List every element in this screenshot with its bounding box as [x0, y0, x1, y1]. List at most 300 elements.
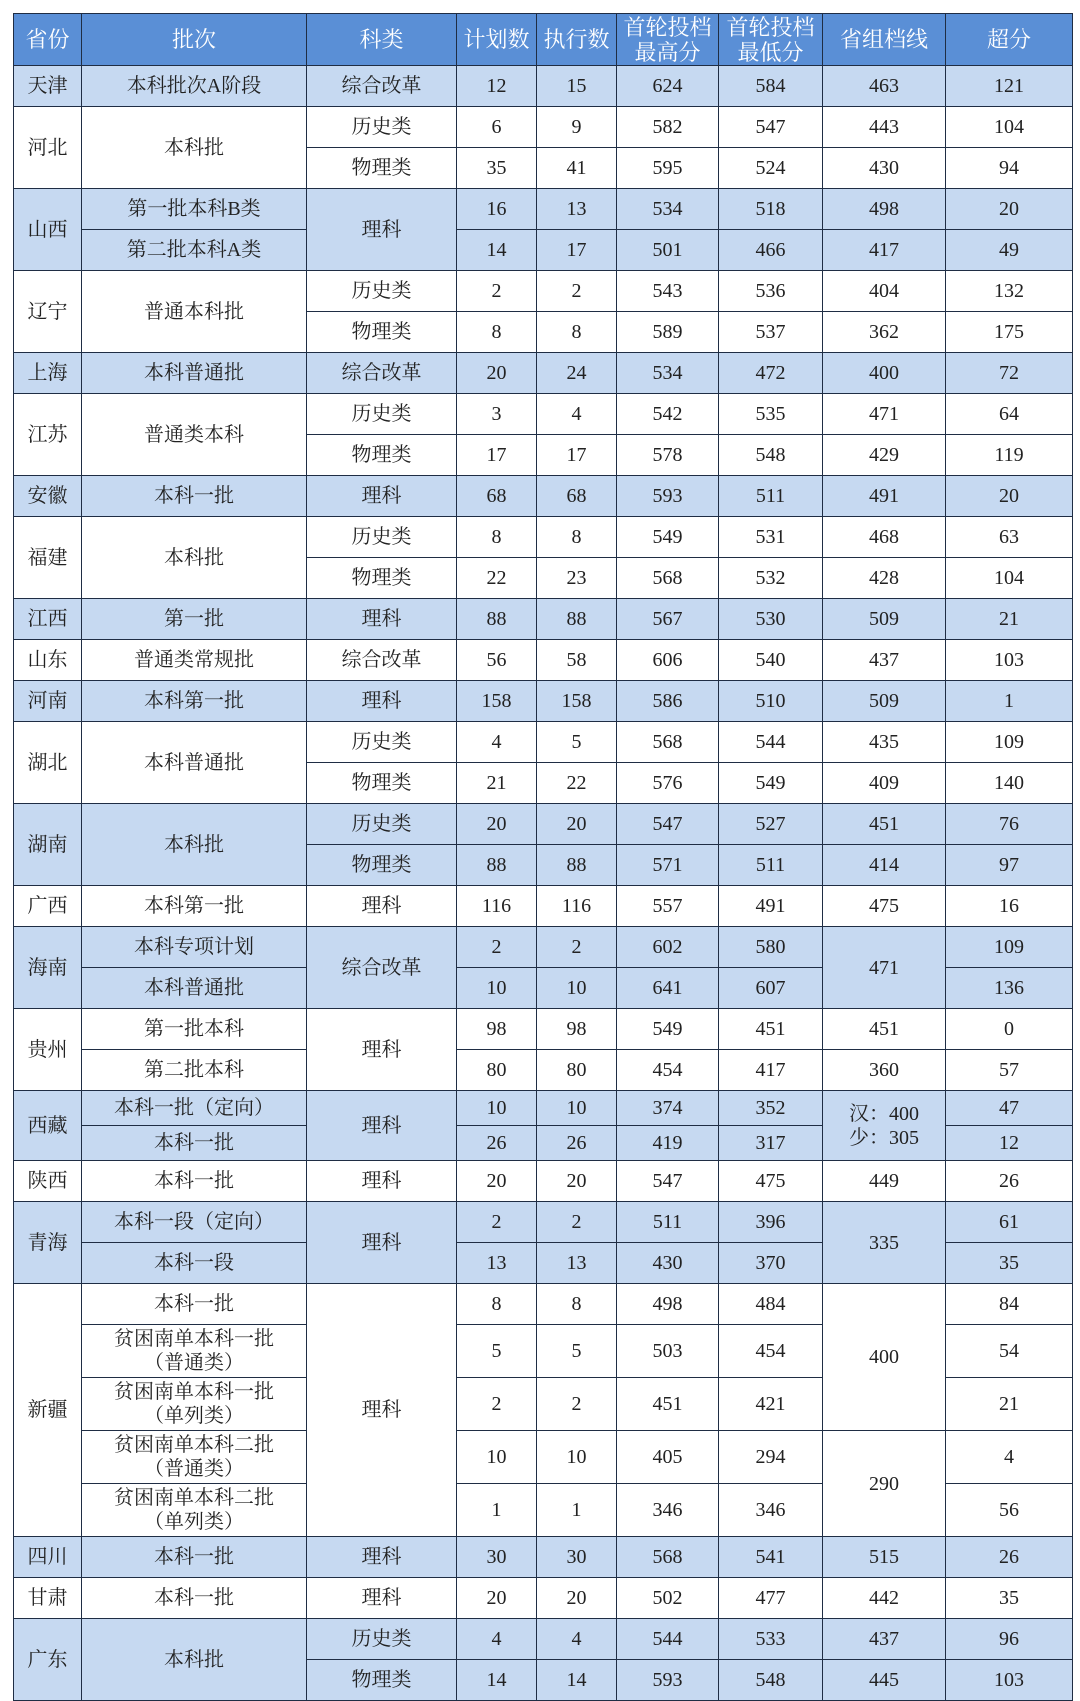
table-cell: 544: [617, 1619, 719, 1660]
table-cell: 20: [457, 804, 537, 845]
table-cell: 物理类: [307, 1660, 457, 1701]
admission-scores-table: [13, 13, 1073, 1701]
table-cell: 547: [617, 804, 719, 845]
table-cell: 602: [617, 927, 719, 968]
table-cell: 454: [617, 1050, 719, 1091]
table-cell: 历史类: [307, 722, 457, 763]
table-cell: 24: [537, 353, 617, 394]
table-row: [14, 1284, 1073, 1325]
table-cell: 96: [946, 1619, 1073, 1660]
table-cell: 本科普通批: [82, 353, 307, 394]
table-cell: 综合改革: [307, 640, 457, 681]
table-cell: 362: [823, 312, 946, 353]
table-cell: 103: [946, 1660, 1073, 1701]
table-cell: 26: [946, 1537, 1073, 1578]
table-cell: 理科: [307, 1284, 457, 1537]
table-cell: 405: [617, 1431, 719, 1484]
table-row: [14, 189, 1073, 230]
table-cell: 531: [719, 517, 823, 558]
table-cell: 49: [946, 230, 1073, 271]
table-cell: 541: [719, 1537, 823, 1578]
table-cell: 本科一批: [82, 1161, 307, 1202]
table-cell: 本科第一批: [82, 681, 307, 722]
table-cell: 532: [719, 558, 823, 599]
table-cell: 451: [823, 1009, 946, 1050]
table-cell: 511: [719, 476, 823, 517]
table-cell: 414: [823, 845, 946, 886]
table-cell: 本科批: [82, 107, 307, 189]
table-cell: 普通本科批: [82, 271, 307, 353]
table-cell: 理科: [307, 1202, 457, 1284]
table-cell: 本科普通批: [82, 968, 307, 1009]
table-row: [14, 640, 1073, 681]
table-cell: 2: [457, 927, 537, 968]
table-cell: 88: [537, 845, 617, 886]
table-cell: 第一批: [82, 599, 307, 640]
table-cell: 历史类: [307, 271, 457, 312]
table-cell: 贫困南单本科二批 （普通类）: [82, 1431, 307, 1484]
table-cell: 534: [617, 189, 719, 230]
table-cell: 历史类: [307, 804, 457, 845]
table-cell: 435: [823, 722, 946, 763]
table-cell: 501: [617, 230, 719, 271]
table-cell: 本科批: [82, 517, 307, 599]
table-cell: 580: [719, 927, 823, 968]
table-row: [14, 353, 1073, 394]
table-cell: 421: [719, 1378, 823, 1431]
table-cell: 5: [537, 1325, 617, 1378]
table-cell: 本科一批: [82, 1284, 307, 1325]
table-cell: 98: [537, 1009, 617, 1050]
table-row: [14, 271, 1073, 312]
table-row: [14, 1578, 1073, 1619]
table-cell: 安徽: [14, 476, 82, 517]
table-cell: 综合改革: [307, 927, 457, 1009]
header-plan: 计划数: [457, 14, 537, 66]
table-cell: 76: [946, 804, 1073, 845]
table-cell: 理科: [307, 1009, 457, 1091]
table-cell: 4: [537, 394, 617, 435]
table-cell: 6: [457, 107, 537, 148]
table-cell: 548: [719, 1660, 823, 1701]
table-cell: 第一批本科: [82, 1009, 307, 1050]
table-cell: 471: [823, 394, 946, 435]
table-cell: 理科: [307, 1091, 457, 1161]
table-cell: 530: [719, 599, 823, 640]
header-executed: 执行数: [537, 14, 617, 66]
table-cell: 136: [946, 968, 1073, 1009]
table-cell: 88: [457, 845, 537, 886]
table-cell: 17: [537, 435, 617, 476]
table-cell: 理科: [307, 681, 457, 722]
table-cell: 442: [823, 1578, 946, 1619]
table-cell: 贫困南单本科一批 （普通类）: [82, 1325, 307, 1378]
table-cell: 84: [946, 1284, 1073, 1325]
table-cell: 116: [537, 886, 617, 927]
table-cell: 理科: [307, 189, 457, 271]
table-cell: 535: [719, 394, 823, 435]
table-cell: 419: [617, 1126, 719, 1161]
table-cell: 542: [617, 394, 719, 435]
table-cell: 56: [946, 1484, 1073, 1537]
table-cell: 河南: [14, 681, 82, 722]
table-cell: 山西: [14, 189, 82, 271]
table-cell: 8: [457, 312, 537, 353]
table-cell: 484: [719, 1284, 823, 1325]
table-cell: 普通类本科: [82, 394, 307, 476]
table-cell: 综合改革: [307, 353, 457, 394]
table-cell: 58: [537, 640, 617, 681]
table-cell: 104: [946, 107, 1073, 148]
table-cell: 20: [457, 1578, 537, 1619]
table-cell: 历史类: [307, 107, 457, 148]
table-cell: 346: [719, 1484, 823, 1537]
table-cell: 本科批: [82, 804, 307, 886]
table-row: [14, 394, 1073, 435]
table-cell: 历史类: [307, 517, 457, 558]
table-cell: 本科一批: [82, 476, 307, 517]
table-cell: 物理类: [307, 312, 457, 353]
table-cell: 57: [946, 1050, 1073, 1091]
header-subject: 科类: [307, 14, 457, 66]
table-cell: 549: [719, 763, 823, 804]
table-cell: 454: [719, 1325, 823, 1378]
table-cell: 475: [823, 886, 946, 927]
table-cell: 20: [537, 1161, 617, 1202]
table-cell: 589: [617, 312, 719, 353]
table-body: [14, 66, 1073, 1701]
table-row: [14, 517, 1073, 558]
table-cell: 5: [457, 1325, 537, 1378]
table-cell: 天津: [14, 66, 82, 107]
table-cell: 物理类: [307, 763, 457, 804]
table-cell: 544: [719, 722, 823, 763]
table-cell: 青海: [14, 1202, 82, 1284]
table-cell: 四川: [14, 1537, 82, 1578]
table-cell: 8: [457, 1284, 537, 1325]
table-cell: 346: [617, 1484, 719, 1537]
table-cell: 汉：400 少：305: [823, 1091, 946, 1161]
header-province: 省份: [14, 14, 82, 66]
table-row: [14, 1050, 1073, 1091]
table-cell: 16: [946, 886, 1073, 927]
table-cell: 15: [537, 66, 617, 107]
table-cell: 445: [823, 1660, 946, 1701]
table-cell: 61: [946, 1202, 1073, 1243]
table-cell: 1: [457, 1484, 537, 1537]
table-cell: 26: [946, 1161, 1073, 1202]
table-cell: 辽宁: [14, 271, 82, 353]
table-cell: 56: [457, 640, 537, 681]
table-cell: 4: [946, 1431, 1073, 1484]
table-cell: 471: [823, 927, 946, 1009]
table-cell: 3: [457, 394, 537, 435]
table-cell: 物理类: [307, 558, 457, 599]
table-cell: 451: [823, 804, 946, 845]
table-cell: 物理类: [307, 148, 457, 189]
table-cell: 510: [719, 681, 823, 722]
table-row: [14, 107, 1073, 148]
table-cell: 548: [719, 435, 823, 476]
table-cell: 582: [617, 107, 719, 148]
table-cell: 449: [823, 1161, 946, 1202]
table-cell: 9: [537, 107, 617, 148]
table-cell: 陕西: [14, 1161, 82, 1202]
table-cell: 567: [617, 599, 719, 640]
table-cell: 上海: [14, 353, 82, 394]
table-cell: 290: [823, 1431, 946, 1537]
table-cell: 22: [537, 763, 617, 804]
table-cell: 502: [617, 1578, 719, 1619]
table-cell: 16: [457, 189, 537, 230]
table-cell: 湖南: [14, 804, 82, 886]
table-cell: 132: [946, 271, 1073, 312]
table-cell: 568: [617, 558, 719, 599]
table-cell: 山东: [14, 640, 82, 681]
table-cell: 584: [719, 66, 823, 107]
table-row: [14, 722, 1073, 763]
table-cell: 47: [946, 1091, 1073, 1126]
table-cell: 370: [719, 1243, 823, 1284]
table-cell: 428: [823, 558, 946, 599]
table-cell: 317: [719, 1126, 823, 1161]
table-cell: 普通类常规批: [82, 640, 307, 681]
table-cell: 4: [537, 1619, 617, 1660]
header-over: 超分: [946, 14, 1073, 66]
table-cell: 543: [617, 271, 719, 312]
table-cell: 本科一段: [82, 1243, 307, 1284]
table-cell: 2: [457, 271, 537, 312]
table-cell: 374: [617, 1091, 719, 1126]
table-row: [14, 599, 1073, 640]
table-cell: 福建: [14, 517, 82, 599]
table-cell: 511: [617, 1202, 719, 1243]
table-cell: 429: [823, 435, 946, 476]
table-cell: 2: [537, 927, 617, 968]
table-cell: 西藏: [14, 1091, 82, 1161]
table-cell: 8: [537, 1284, 617, 1325]
table-cell: 104: [946, 558, 1073, 599]
table-cell: 17: [457, 435, 537, 476]
table-cell: 396: [719, 1202, 823, 1243]
table-row: [14, 1431, 1073, 1484]
table-cell: 0: [946, 1009, 1073, 1050]
table-cell: 547: [719, 107, 823, 148]
table-cell: 443: [823, 107, 946, 148]
table-cell: 98: [457, 1009, 537, 1050]
table-cell: 14: [457, 1660, 537, 1701]
table-cell: 17: [537, 230, 617, 271]
table-cell: 463: [823, 66, 946, 107]
table-cell: 568: [617, 722, 719, 763]
table-cell: 本科一批: [82, 1578, 307, 1619]
table-cell: 广西: [14, 886, 82, 927]
table-row: [14, 1202, 1073, 1243]
table-cell: 21: [457, 763, 537, 804]
table-cell: 498: [823, 189, 946, 230]
table-cell: 437: [823, 640, 946, 681]
table-cell: 430: [617, 1243, 719, 1284]
table-row: [14, 886, 1073, 927]
table-cell: 68: [457, 476, 537, 517]
table-row: [14, 927, 1073, 968]
table-row: [14, 230, 1073, 271]
table-cell: 503: [617, 1325, 719, 1378]
table-cell: 63: [946, 517, 1073, 558]
table-cell: 593: [617, 1660, 719, 1701]
table-cell: 576: [617, 763, 719, 804]
table-cell: 12: [457, 66, 537, 107]
table-cell: 68: [537, 476, 617, 517]
table-row: [14, 804, 1073, 845]
table-cell: 595: [617, 148, 719, 189]
table-cell: 41: [537, 148, 617, 189]
table-cell: 30: [537, 1537, 617, 1578]
table-cell: 641: [617, 968, 719, 1009]
header-min-score: 首轮投档 最低分: [719, 14, 823, 66]
table-cell: 80: [457, 1050, 537, 1091]
table-cell: 518: [719, 189, 823, 230]
table-cell: 103: [946, 640, 1073, 681]
table-cell: 536: [719, 271, 823, 312]
table-cell: 35: [946, 1578, 1073, 1619]
table-cell: 417: [719, 1050, 823, 1091]
table-cell: 5: [537, 722, 617, 763]
table-cell: 537: [719, 312, 823, 353]
table-cell: 4: [457, 722, 537, 763]
table-cell: 549: [617, 1009, 719, 1050]
table-cell: 10: [457, 1091, 537, 1126]
table-cell: 352: [719, 1091, 823, 1126]
table-cell: 20: [946, 476, 1073, 517]
table-cell: 475: [719, 1161, 823, 1202]
table-cell: 理科: [307, 476, 457, 517]
table-cell: 12: [946, 1126, 1073, 1161]
table-cell: 97: [946, 845, 1073, 886]
table-cell: 568: [617, 1537, 719, 1578]
table-cell: 547: [617, 1161, 719, 1202]
table-cell: 360: [823, 1050, 946, 1091]
table-cell: 20: [537, 1578, 617, 1619]
table-cell: 广东: [14, 1619, 82, 1701]
table-row: [14, 1091, 1073, 1126]
table-cell: 13: [537, 189, 617, 230]
table-cell: 175: [946, 312, 1073, 353]
table-cell: 527: [719, 804, 823, 845]
table-cell: 88: [537, 599, 617, 640]
table-cell: 417: [823, 230, 946, 271]
table-cell: 历史类: [307, 394, 457, 435]
table-cell: 109: [946, 722, 1073, 763]
table-cell: 20: [537, 804, 617, 845]
table-cell: 本科普通批: [82, 722, 307, 804]
table-cell: 116: [457, 886, 537, 927]
table-cell: 26: [457, 1126, 537, 1161]
table-cell: 第二批本科A类: [82, 230, 307, 271]
table-cell: 本科批次A阶段: [82, 66, 307, 107]
table-cell: 607: [719, 968, 823, 1009]
table-cell: 533: [719, 1619, 823, 1660]
table-cell: 理科: [307, 1578, 457, 1619]
table-cell: 2: [537, 1202, 617, 1243]
table-cell: 2: [457, 1202, 537, 1243]
table-cell: 158: [457, 681, 537, 722]
table-cell: 本科第一批: [82, 886, 307, 927]
table-cell: 本科专项计划: [82, 927, 307, 968]
table-cell: 491: [719, 886, 823, 927]
table-cell: 140: [946, 763, 1073, 804]
table-cell: 64: [946, 394, 1073, 435]
table-cell: 8: [537, 517, 617, 558]
table-cell: 477: [719, 1578, 823, 1619]
table-cell: 534: [617, 353, 719, 394]
table-cell: 624: [617, 66, 719, 107]
table-cell: 10: [457, 1431, 537, 1484]
table-cell: 14: [457, 230, 537, 271]
table-cell: 571: [617, 845, 719, 886]
table-cell: 贫困南单本科一批 （单列类）: [82, 1378, 307, 1431]
table-cell: 540: [719, 640, 823, 681]
table-row: [14, 1537, 1073, 1578]
table-cell: 294: [719, 1431, 823, 1484]
table-row: [14, 1619, 1073, 1660]
table-cell: 河北: [14, 107, 82, 189]
table-cell: 第一批本科B类: [82, 189, 307, 230]
table-cell: 94: [946, 148, 1073, 189]
header-cutoff: 省组档线: [823, 14, 946, 66]
table-cell: 72: [946, 353, 1073, 394]
table-cell: 509: [823, 681, 946, 722]
table-cell: 理科: [307, 1161, 457, 1202]
table-cell: 10: [537, 1431, 617, 1484]
table-cell: 35: [946, 1243, 1073, 1284]
table-cell: 578: [617, 435, 719, 476]
table-cell: 第二批本科: [82, 1050, 307, 1091]
table-cell: 江西: [14, 599, 82, 640]
table-cell: 贵州: [14, 1009, 82, 1091]
table-cell: 498: [617, 1284, 719, 1325]
table-cell: 理科: [307, 886, 457, 927]
table-cell: 湖北: [14, 722, 82, 804]
table-cell: 30: [457, 1537, 537, 1578]
table-cell: 23: [537, 558, 617, 599]
table-cell: 549: [617, 517, 719, 558]
table-row: [14, 66, 1073, 107]
table-cell: 466: [719, 230, 823, 271]
table-cell: 13: [457, 1243, 537, 1284]
table-cell: 515: [823, 1537, 946, 1578]
table-cell: 江苏: [14, 394, 82, 476]
table-cell: 理科: [307, 1537, 457, 1578]
table-cell: 404: [823, 271, 946, 312]
table-cell: 20: [946, 189, 1073, 230]
table-cell: 335: [823, 1202, 946, 1284]
table-cell: 本科一段（定向）: [82, 1202, 307, 1243]
table-cell: 80: [537, 1050, 617, 1091]
table-cell: 本科批: [82, 1619, 307, 1701]
table-cell: 2: [537, 1378, 617, 1431]
table-cell: 557: [617, 886, 719, 927]
table-cell: 贫困南单本科二批 （单列类）: [82, 1484, 307, 1537]
table-cell: 35: [457, 148, 537, 189]
table-cell: 430: [823, 148, 946, 189]
table-row: [14, 1009, 1073, 1050]
table-cell: 20: [457, 353, 537, 394]
table-cell: 8: [457, 517, 537, 558]
table-cell: 586: [617, 681, 719, 722]
table-cell: 4: [457, 1619, 537, 1660]
table-cell: 物理类: [307, 845, 457, 886]
